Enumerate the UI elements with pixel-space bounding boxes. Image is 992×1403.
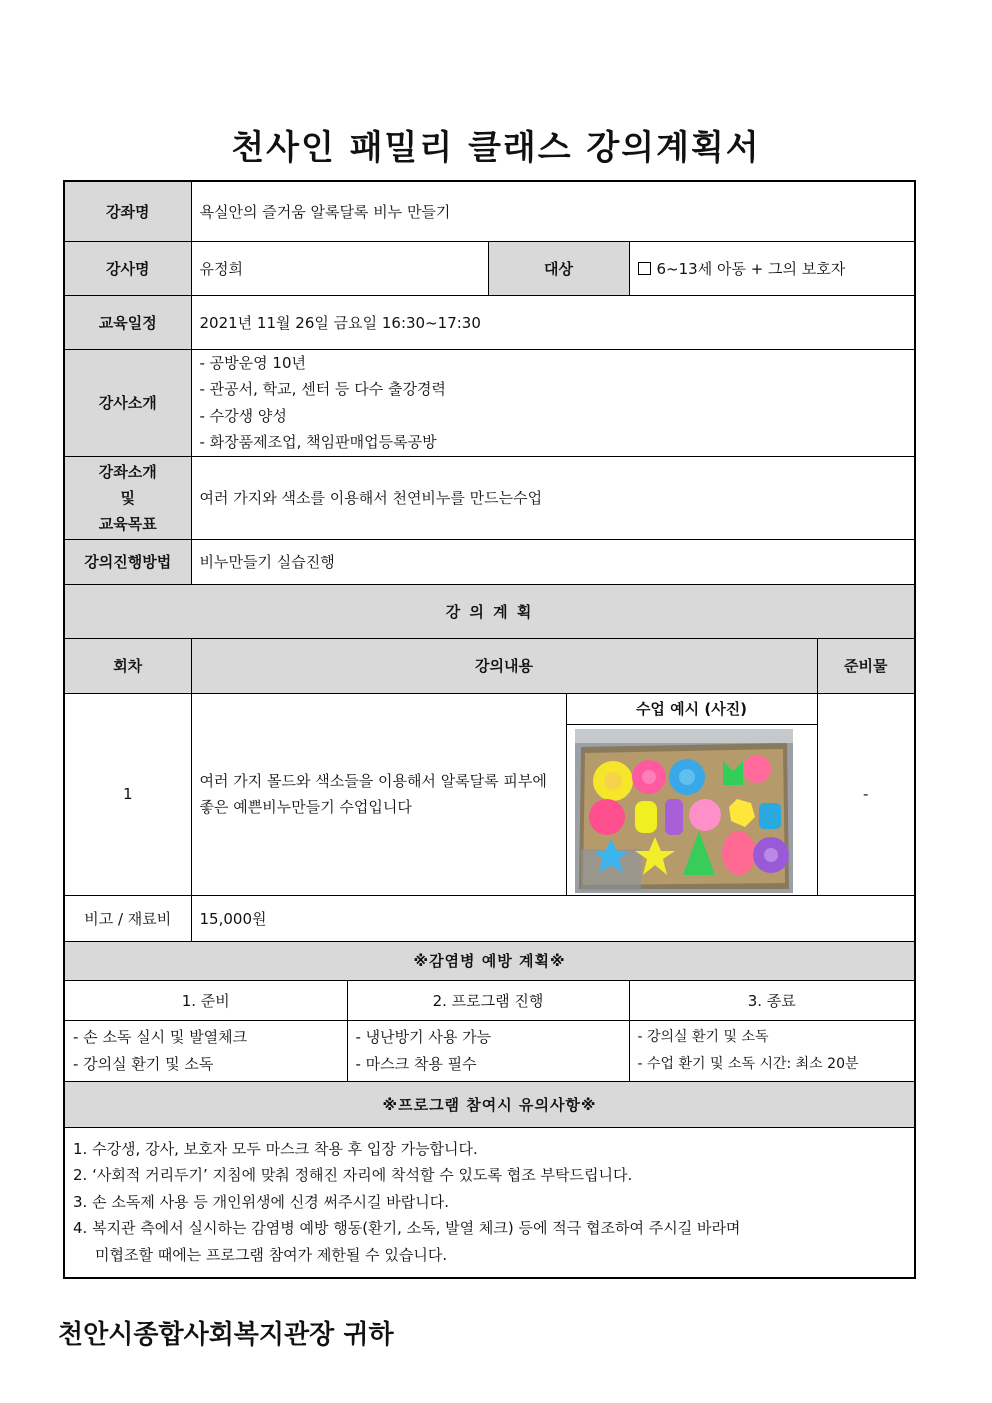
prevention-header: ※감염병 예방 계획※ — [64, 941, 915, 980]
prevention-col-3-items — [629, 1020, 915, 1081]
prevention-item: - 강의실 환기 및 소독 — [637, 1029, 769, 1045]
intro-item: - 수강생 양성 — [199, 406, 287, 425]
note-item: 1. 수강생, 강사, 보호자 모두 마스크 착용 후 입장 가능합니다. — [73, 1139, 478, 1158]
method-label: 강의진행방법 — [64, 539, 191, 584]
instructor-value: 유정희 — [191, 241, 488, 295]
prevention-col-3-title: 3. 종료 — [629, 980, 915, 1020]
prevention-item: - 냉난방기 사용 가능 — [355, 1028, 492, 1046]
instructor-label: 강사명 — [64, 241, 191, 295]
plan-round: 1 — [64, 693, 191, 895]
plan-materials: - — [817, 693, 915, 895]
note-item: 4. 복지관 측에서 실시하는 감염병 예방 행동(환기, 소독, 발열 체크) 등에 적극 협조하여 주시길 바라며 — [73, 1219, 741, 1237]
prevention-col-1-items — [64, 1020, 347, 1081]
objective-label-line: 교육목표 — [98, 514, 157, 533]
notes-list — [64, 1127, 915, 1278]
photo-caption: 수업 예시 (사진) — [567, 694, 817, 725]
intro-item: - 화장품제조업, 책임판매업등록공방 — [199, 433, 437, 451]
plan-header: 강 의 계 획 — [64, 584, 915, 638]
target-cell — [629, 241, 915, 295]
objective-value: 여러 가지와 색소를 이용해서 천연비누를 만드는수업 — [191, 456, 915, 539]
objective-label-line: 및 — [120, 488, 135, 507]
course-value: 욕실안의 즐거움 알록달록 비누 만들기 — [191, 181, 915, 241]
photo-cell — [566, 693, 817, 895]
intro-label: 강사소개 — [64, 349, 191, 456]
prevention-item: - 손 소독 실시 및 발열체크 — [73, 1028, 248, 1046]
prevention-item: - 강의실 환기 및 소독 — [73, 1054, 214, 1073]
course-label: 강좌명 — [64, 181, 191, 241]
col-round: 회차 — [64, 638, 191, 693]
objective-label-line: 강좌소개 — [98, 462, 157, 481]
fee-value: 15,000원 — [191, 895, 915, 941]
prevention-col-1-title: 1. 준비 — [64, 980, 347, 1020]
method-value: 비누만들기 실습진행 — [191, 539, 915, 584]
prevention-item: - 수업 환기 및 소독 시간: 최소 20분 — [637, 1055, 859, 1072]
target-label: 대상 — [488, 241, 629, 295]
prevention-item: - 마스크 착용 필수 — [355, 1054, 477, 1073]
prevention-col-2-items — [347, 1020, 629, 1081]
objective-label — [64, 456, 191, 539]
note-item: 2. ‘사회적 거리두기’ 지침에 맞춰 정해진 자리에 착석할 수 있도록 협조 부탁드립니다. — [73, 1166, 633, 1184]
intro-item: - 공방운영 10년 — [199, 353, 306, 372]
schedule-label: 교육일정 — [64, 295, 191, 349]
prevention-col-2-title: 2. 프로그램 진행 — [347, 980, 629, 1020]
fee-label: 비고 / 재료비 — [64, 895, 191, 941]
schedule-value: 2021년 11월 26일 금요일 16:30~17:30 — [191, 295, 915, 349]
note-item-continuation: 미협조할 때에는 프로그램 참여가 제한될 수 있습니다. — [95, 1245, 448, 1264]
note-item: 3. 손 소독제 사용 등 개인위생에 신경 써주시길 바랍니다. — [73, 1192, 450, 1211]
document-title: 천사인 패밀리 클래스 강의계획서 — [231, 128, 761, 168]
checkbox-icon — [638, 262, 651, 275]
target-value: 6~13세 아동 + 그의 보호자 — [656, 259, 846, 278]
notes-header: ※프로그램 참여시 유의사항※ — [64, 1081, 915, 1127]
intro-list — [191, 349, 915, 456]
soap-photo — [575, 729, 793, 893]
plan-content: 여러 가지 몰드와 색소들을 이용해서 알록달록 피부에좋은 예쁜비누만들기 수업입니다 — [191, 693, 566, 895]
footer-recipient: 천안시종합사회복지관장 귀하 — [58, 1320, 394, 1350]
lecture-plan-table — [63, 180, 916, 1279]
col-materials: 준비물 — [817, 638, 915, 693]
intro-item: - 관공서, 학교, 센터 등 다수 출강경력 — [199, 380, 446, 398]
col-content: 강의내용 — [191, 638, 817, 693]
